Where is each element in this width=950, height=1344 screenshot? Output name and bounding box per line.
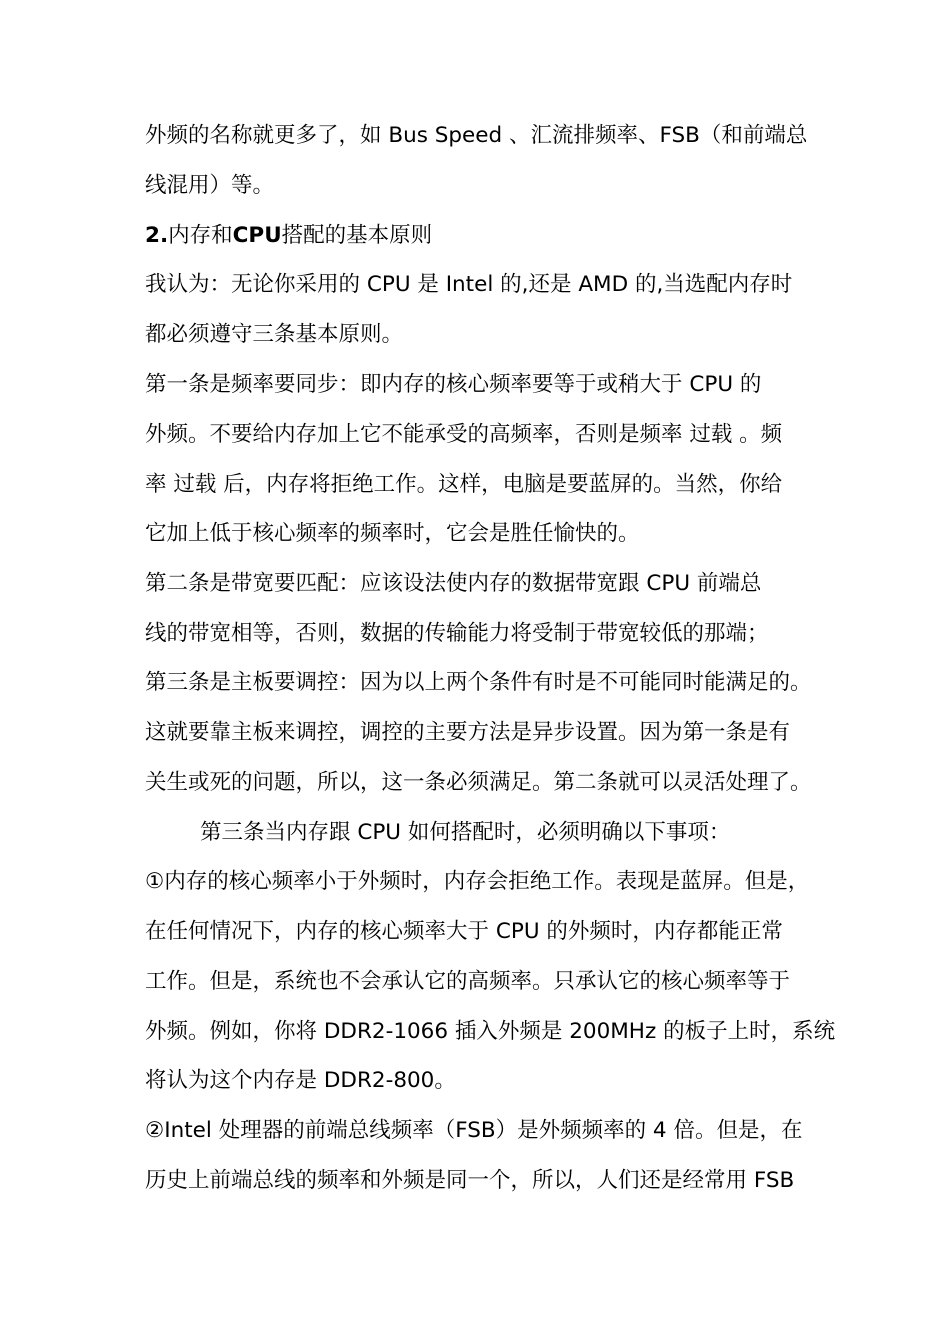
item-1-line-1: ①内存的核心频率小于外频时，内存会拒绝工作。表现是蓝屏。但是， [145,869,810,894]
item-1-line-4: 外频。例如，你将 DDR2-1066 插入外频是 200MHz 的板子上时，系统 [145,1019,836,1044]
paragraph-5-line-2: 这就要靠主板来调控，调控的主要方法是异步设置。因为第一条是有 [145,720,791,745]
item-1-line-2: 在任何情况下，内存的核心频率大于 CPU 的外频时，内存都能正常 [145,919,783,944]
section-heading [145,221,432,251]
item-1-line-3: 工作。但是，系统也不会承认它的高频率。只承认它的核心频率等于 [145,969,791,994]
item-2-line-2: 历史上前端总线的频率和外频是同一个，所以，人们还是经常用 FSB [145,1168,795,1193]
paragraph-6-line-1: 第三条当内存跟 CPU 如何搭配时，必须明确以下事项： [200,820,731,845]
paragraph-5-line-1: 第三条是主板要调控：因为以上两个条件有时是不可能同时能满足的。 [145,670,812,695]
paragraph-3-line-3: 率 过载 后，内存将拒绝工作。这样，电脑是要蓝屏的。当然，你给 [145,472,783,497]
paragraph-3-line-2: 外频。不要给内存加上它不能承受的高频率，否则是频率 过载 。频 [145,422,783,447]
paragraph-4-line-2: 线的带宽相等，否则，数据的传输能力将受制于带宽较低的那端； [145,621,769,646]
paragraph-1-line-1: 外频的名称就更多了，如 Bus Speed 、汇流排频率、FSB（和前端总 [145,123,808,148]
section-title-part-2: 搭配的基本原则 [281,223,433,248]
section-title-cpu: CPU [232,223,282,248]
section-title-part-1: 内存和 [168,223,233,248]
paragraph-3-line-4: 它加上低于核心频率的频率时，它会是胜任愉快的。 [145,521,640,546]
paragraph-2-line-1: 我认为：无论你采用的 CPU 是 Intel 的,还是 AMD 的,当选配内存时 [145,272,793,297]
paragraph-1-line-2: 线混用）等。 [145,173,275,198]
paragraph-2-line-2: 都必须遵守三条基本原则。 [145,322,404,347]
paragraph-5-line-3: 关生或死的问题，所以，这一条必须满足。第二条就可以灵活处理了。 [145,770,812,795]
section-number: 2. [145,223,169,248]
paragraph-4-line-1: 第二条是带宽要匹配：应该设法使内存的数据带宽跟 CPU 前端总 [145,571,762,596]
paragraph-3-line-1: 第一条是频率要同步：即内存的核心频率要等于或稍大于 CPU 的 [145,372,762,397]
item-1-line-5: 将认为这个内存是 DDR2-800。 [145,1068,456,1093]
item-2-line-1: ②Intel 处理器的前端总线频率（FSB）是外频频率的 4 倍。但是，在 [145,1118,803,1143]
